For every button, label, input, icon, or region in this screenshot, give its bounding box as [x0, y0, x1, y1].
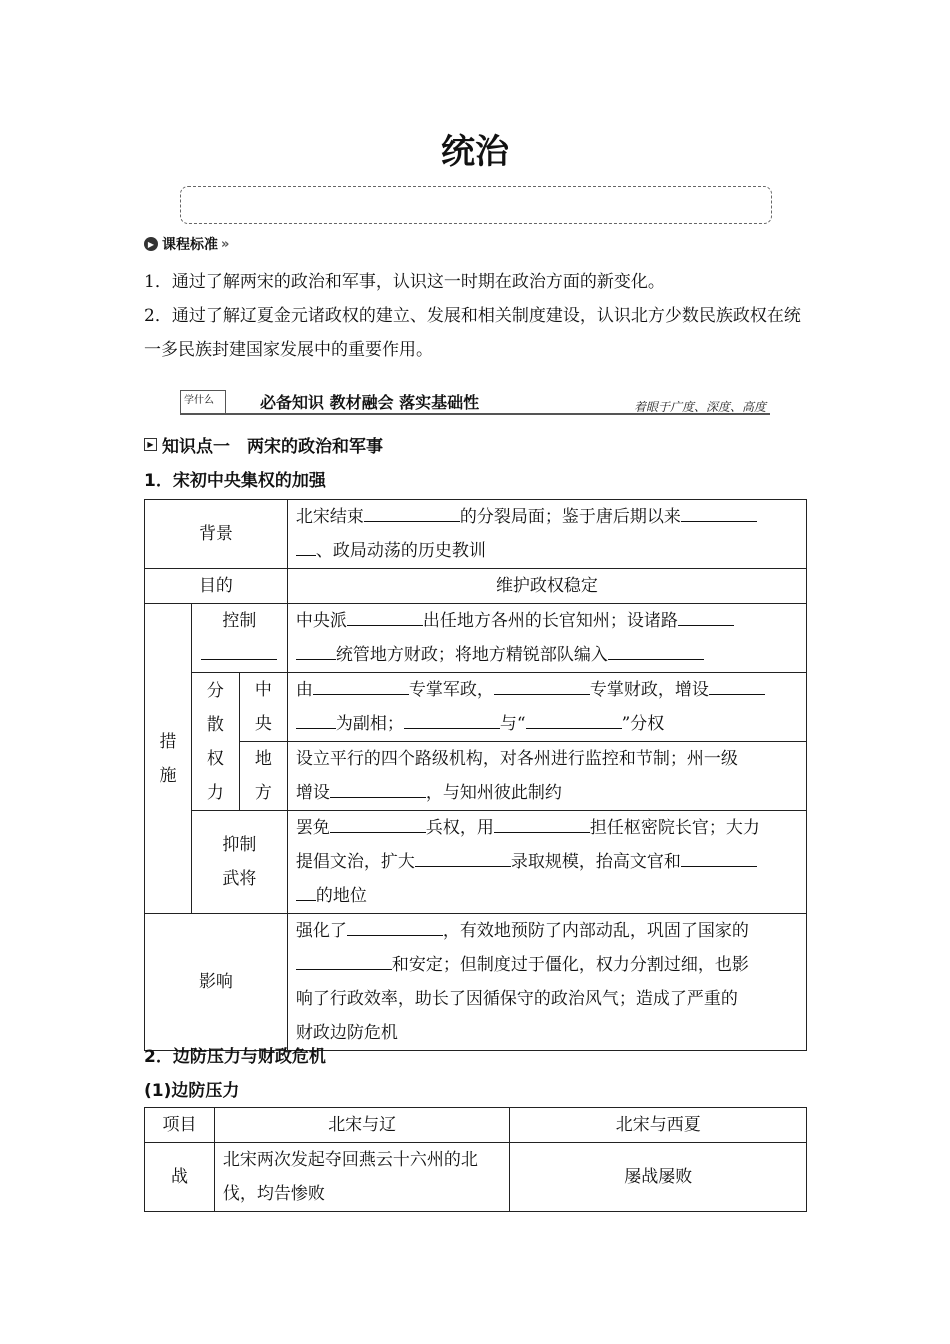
fill-blank[interactable]	[347, 605, 423, 626]
background-label: 背景	[145, 500, 288, 569]
suppress-generals-label: 抑制 武将	[191, 811, 287, 914]
section-1-heading: 1．宋初中央集权的加强	[144, 471, 326, 491]
play-square-icon: ▶	[144, 438, 157, 451]
fill-blank[interactable]	[296, 535, 316, 556]
war-label: 战	[145, 1143, 215, 1212]
header-item: 项目	[145, 1108, 215, 1143]
fill-blank[interactable]	[415, 846, 511, 867]
banner-title: 必备知识 教材融会 落实基础性	[256, 390, 483, 413]
xixia-cell: 屡战屡败	[510, 1143, 807, 1212]
suppress-generals-cell: 罢免 兵权，用 担任枢密院长官；大力 提倡文治，扩大 录取规模，抬高文官和 的地位	[287, 811, 806, 914]
central-label: 中 央	[239, 673, 287, 742]
background-cell: 北宋结束 的分裂局面；鉴于唐后期以来 、政局动荡的历史教训	[287, 500, 806, 569]
section-banner	[180, 388, 770, 416]
goal-cell: 维护政权稳定	[287, 569, 806, 604]
knowledge-point-label: 知识点一 两宋的政治和军事	[162, 437, 383, 457]
standard-item-2: 2．通过了解辽夏金元诸政权的建立、发展和相关制度建设，认识北方少数民族政权在统一多民族封建国家发展中的重要作用。	[144, 306, 801, 360]
banner-logo: 学什么	[180, 390, 226, 414]
table-row	[145, 569, 807, 604]
knowledge-point-heading	[144, 432, 383, 457]
fill-blank[interactable]	[681, 501, 757, 522]
section-2-heading: 2．边防压力与财政危机	[144, 1047, 326, 1067]
fill-blank[interactable]	[709, 674, 765, 695]
subsection-heading: (1)边防压力	[144, 1081, 240, 1101]
border-pressure-table	[144, 1107, 807, 1212]
table-row	[145, 500, 807, 569]
play-circle-icon: ▶	[144, 237, 158, 251]
table-row	[145, 742, 807, 811]
local-label: 地 方	[239, 742, 287, 811]
header-liao: 北宋与辽	[214, 1108, 510, 1143]
goal-label: 目的	[145, 569, 288, 604]
table-row	[145, 673, 807, 742]
fill-blank[interactable]	[296, 880, 316, 901]
control-cell: 中央派 出任地方各州的长官知州；设诸路 统管地方财政；将地方精锐部队编入	[287, 604, 806, 673]
table-row	[145, 1143, 807, 1212]
fill-blank[interactable]	[494, 674, 590, 695]
dashed-title-box	[180, 186, 772, 224]
table-row	[145, 811, 807, 914]
standard-item-1: 1．通过了解两宋的政治和军事，认识这一时期在政治方面的新变化。	[144, 272, 665, 292]
header-xixia: 北宋与西夏	[510, 1108, 807, 1143]
fill-blank[interactable]	[608, 639, 704, 660]
fill-blank[interactable]	[681, 846, 757, 867]
fill-blank[interactable]	[526, 708, 622, 729]
double-chevron-icon: »	[221, 236, 227, 252]
fill-blank[interactable]	[201, 639, 277, 660]
fill-blank[interactable]	[296, 708, 336, 729]
control-label: 控制	[191, 604, 287, 673]
fill-blank[interactable]	[296, 639, 336, 660]
fill-blank[interactable]	[347, 915, 443, 936]
fill-blank[interactable]	[296, 949, 392, 970]
table-row	[145, 914, 807, 1051]
liao-cell: 北宋两次发起夺回燕云十六州的北伐，均告惨败	[214, 1143, 510, 1212]
central-cell: 由 专掌军政， 专掌财政，增设 为副相； 与“ ”分权	[287, 673, 806, 742]
table-row	[145, 1108, 807, 1143]
impact-cell: 强化了 ，有效地预防了内部动乱，巩固了国家的 和安定；但制度过于僵化，权力分割过细，也影 响了行政效率，助长了因循保守的政治风气；造成了严重的 财政边防危机	[287, 914, 806, 1051]
fill-blank[interactable]	[313, 674, 409, 695]
page-title: 统治	[441, 132, 509, 172]
impact-label: 影响	[145, 914, 288, 1051]
local-cell: 设立平行的四个路级机构，对各州进行监控和节制；州一级 增设 ，与知州彼此制约	[287, 742, 806, 811]
fill-blank[interactable]	[494, 812, 590, 833]
banner-subtitle: 着眼于广度、深度、高度	[633, 400, 766, 414]
fill-blank[interactable]	[330, 812, 426, 833]
disperse-power-label: 分 散 权 力	[191, 673, 239, 811]
fill-blank[interactable]	[404, 708, 500, 729]
centralization-table	[144, 499, 807, 1051]
course-standard-heading	[144, 234, 226, 254]
fill-blank[interactable]	[330, 777, 426, 798]
measures-label: 措 施	[145, 604, 192, 914]
fill-blank[interactable]	[678, 605, 734, 626]
table-row	[145, 604, 807, 673]
course-standard-label: 课程标准	[162, 237, 218, 253]
fill-blank[interactable]	[364, 501, 460, 522]
